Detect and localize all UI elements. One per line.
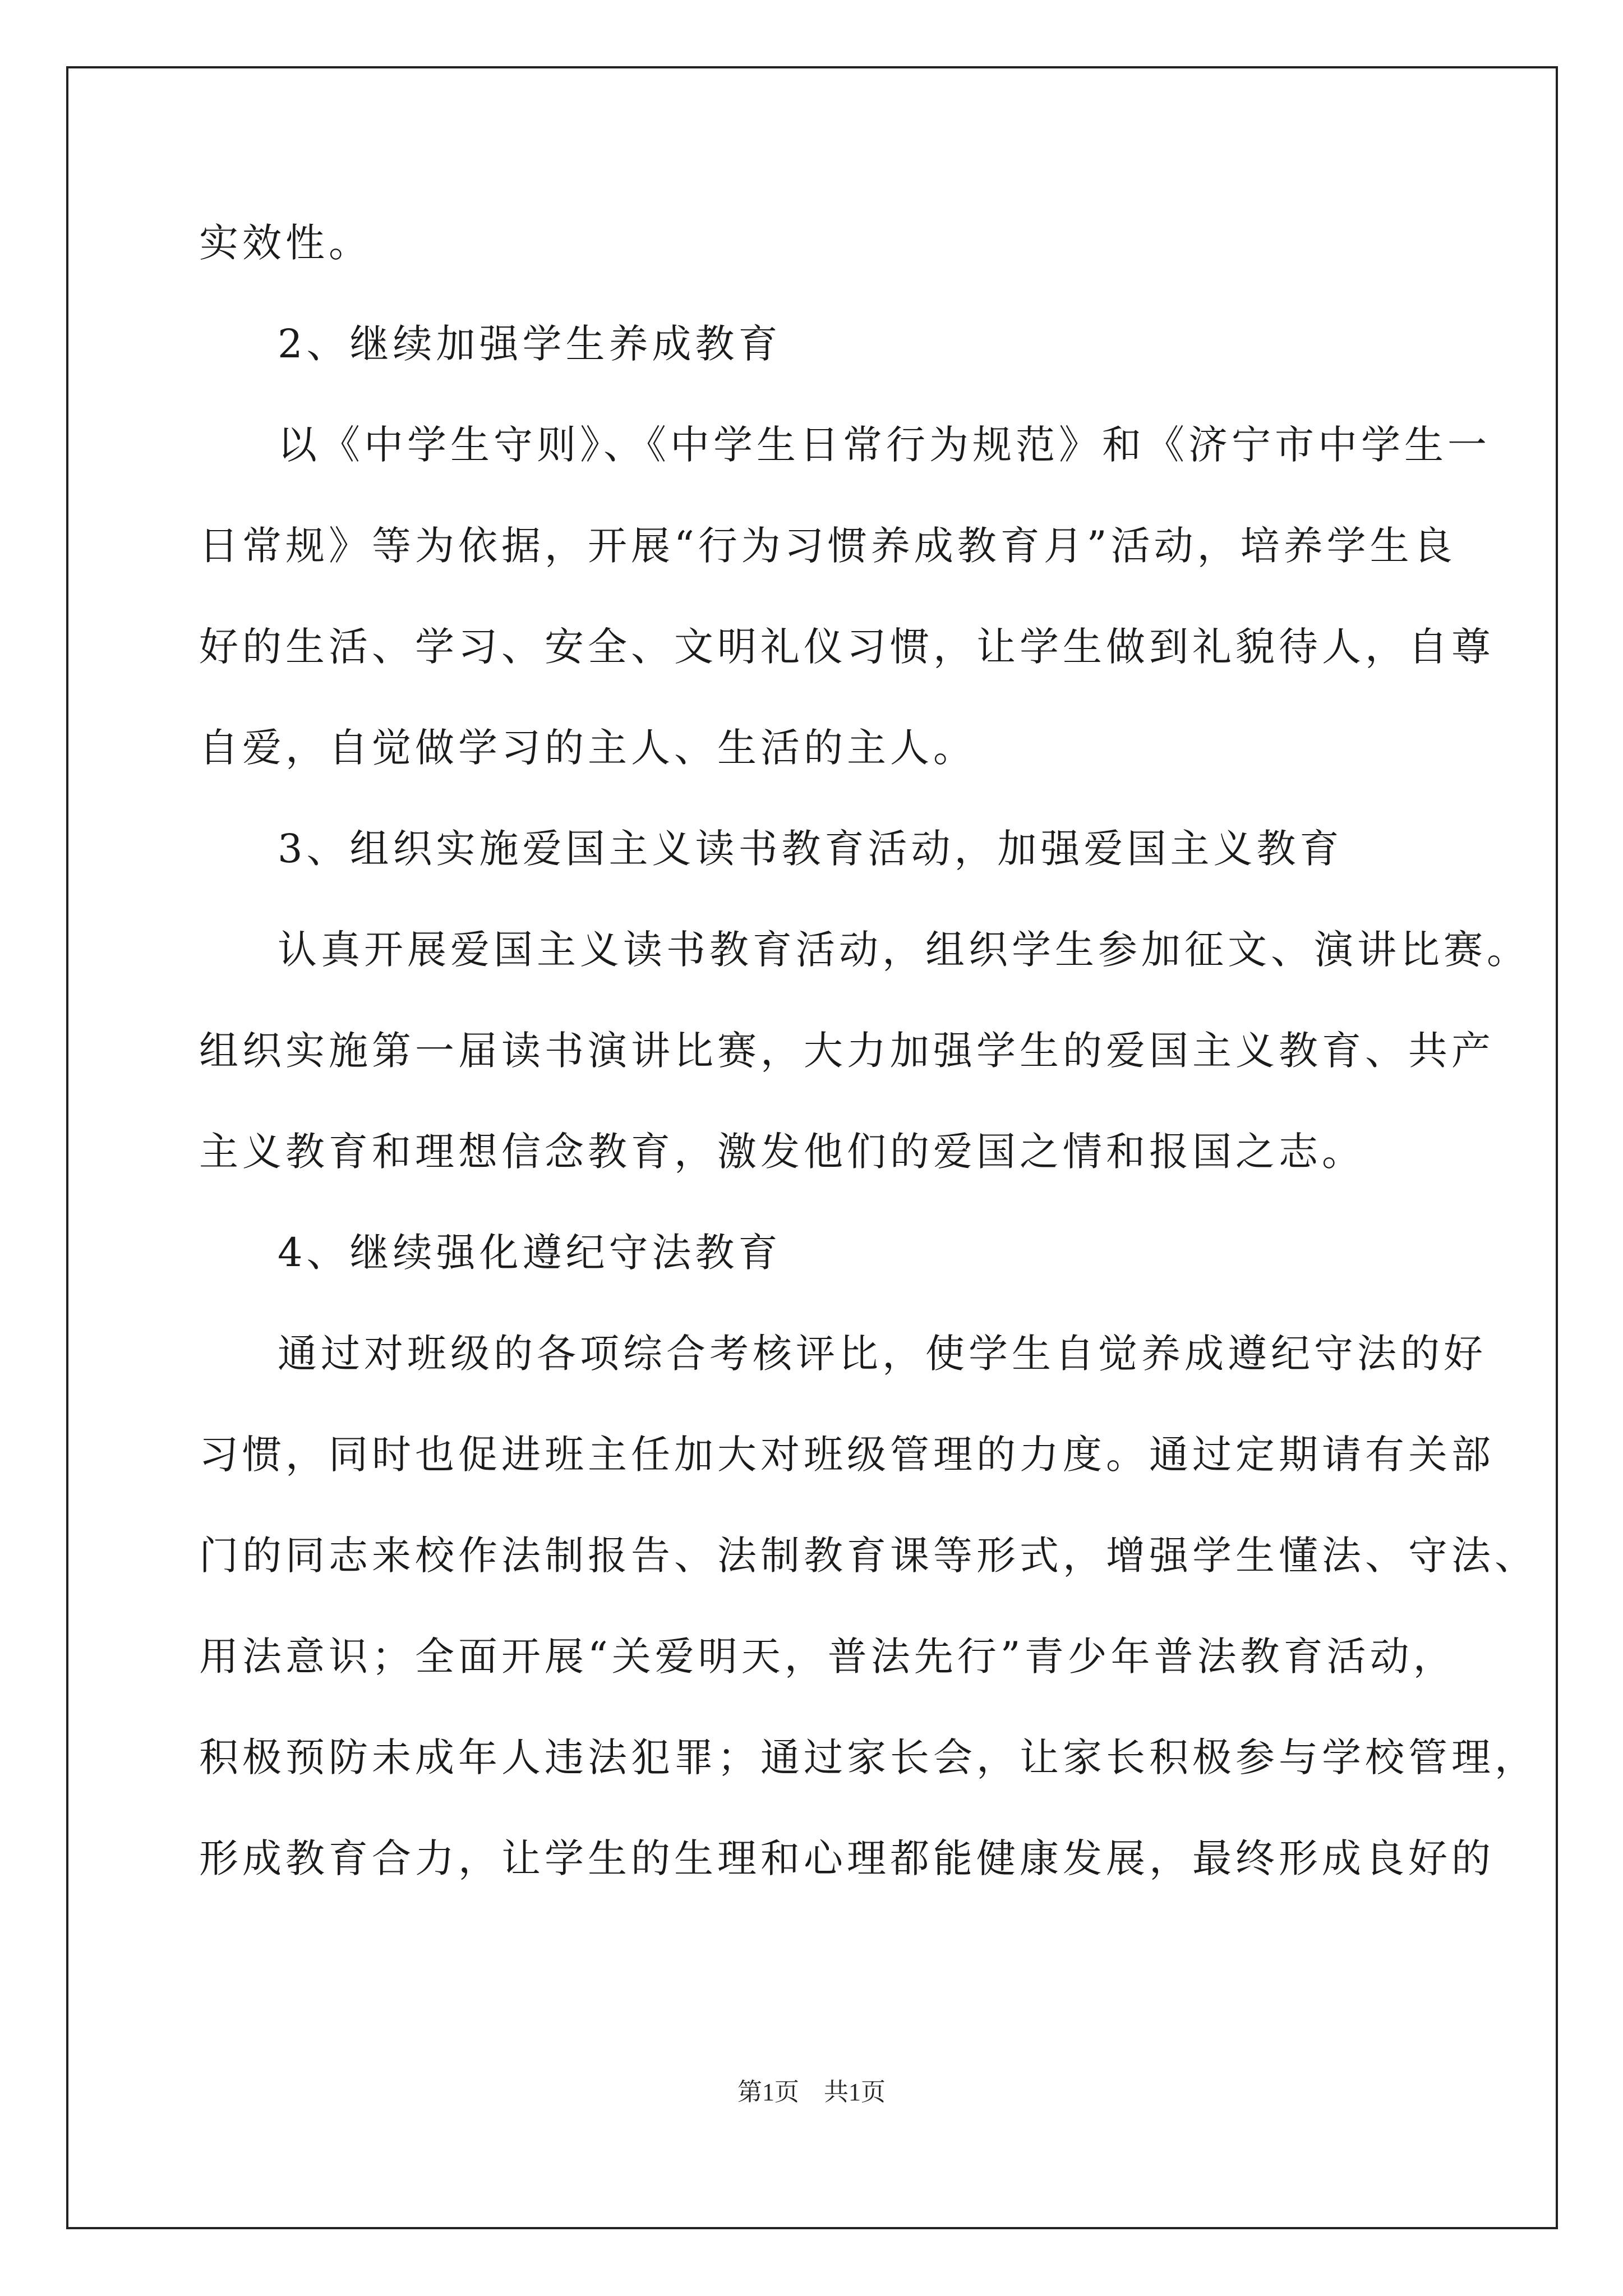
text-line-continuation: 实效性。 [199, 220, 372, 266]
paragraph-line: 用法意识；全面开展“关爱明天，普法先行”青少年普法教育活动， [199, 1634, 1456, 1680]
section-heading-2: 2、继续加强学生养成教育 [278, 321, 782, 367]
paragraph-line: 主义教育和理想信念教育，激发他们的爱国之情和报国之志。 [199, 1129, 1365, 1175]
paragraph-line: 以《中学生守则》、《中学生日常行为规范》和《济宁市中学生一 [278, 422, 1491, 468]
paragraph-line: 习惯，同时也促进班主任加大对班级管理的力度。通过定期请有关部 [199, 1432, 1495, 1478]
paragraph-line: 积极预防未成年人违法犯罪；通过家长会，让家长积极参与学校管理， [199, 1734, 1538, 1780]
section-heading-4: 4、继续强化遵纪守法教育 [278, 1230, 782, 1276]
paragraph-line: 形成教育合力，让学生的生理和心理都能健康发展，最终形成良好的 [199, 1835, 1495, 1881]
paragraph-line: 日常规》等为依据，开展“行为习惯养成教育月”活动，培养学生良 [199, 523, 1456, 569]
page-number-footer: 第1页 共1页 [737, 2078, 886, 2106]
paragraph-line: 组织实施第一届读书演讲比赛，大力加强学生的爱国主义教育、共产 [199, 1028, 1495, 1074]
paragraph-line: 认真开展爱国主义读书教育活动，组织学生参加征文、演讲比赛。 [278, 927, 1530, 973]
paragraph-line: 好的生活、学习、安全、文明礼仪习惯，让学生做到礼貌待人，自尊 [199, 624, 1495, 670]
section-heading-3: 3、组织实施爱国主义读书教育活动，加强爱国主义教育 [278, 826, 1343, 872]
paragraph-line: 门的同志来校作法制报告、法制教育课等形式，增强学生懂法、守法、 [199, 1533, 1538, 1579]
paragraph-line: 通过对班级的各项综合考核评比，使学生自觉养成遵纪守法的好 [278, 1331, 1487, 1377]
paragraph-line: 自爱，自觉做学习的主人、生活的主人。 [199, 725, 976, 771]
